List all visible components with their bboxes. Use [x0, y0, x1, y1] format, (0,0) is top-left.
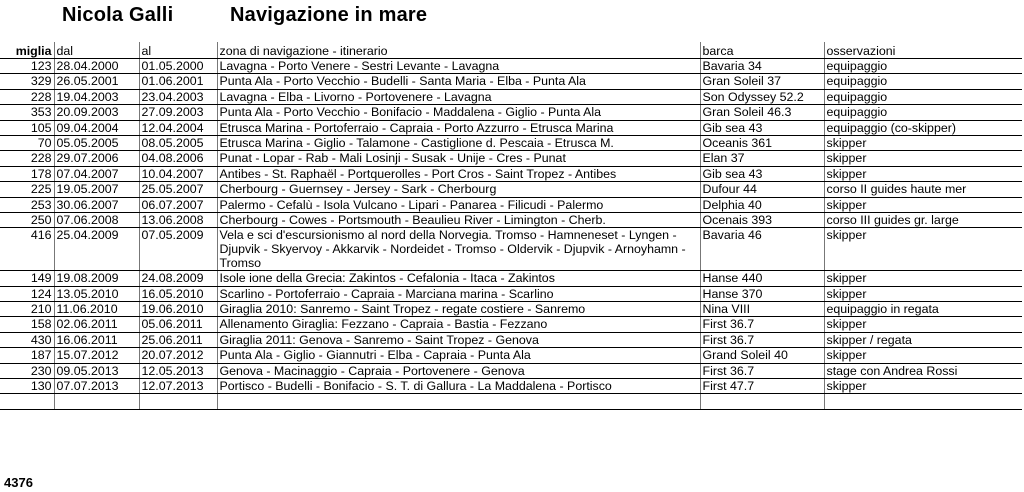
cell-notes: skipper — [824, 348, 1022, 363]
table-row — [0, 89, 1022, 104]
cell-from: 13.05.2010 — [54, 286, 139, 301]
cell-notes: corso II guides haute mer — [824, 182, 1022, 197]
cell-from: 20.09.2003 — [54, 105, 139, 120]
cell-notes: equipaggio in regata — [824, 302, 1022, 317]
cell-from: 30.06.2007 — [54, 197, 139, 212]
cell-route: Cherbourg - Guernsey - Jersey - Sark - Cherbourg — [217, 182, 700, 197]
cell-from: 05.05.2005 — [54, 135, 139, 150]
table-row — [0, 228, 1022, 271]
cell-to: 04.08.2006 — [139, 151, 217, 166]
cell-notes: skipper — [824, 135, 1022, 150]
cell-miles: 353 — [0, 105, 54, 120]
column-header-miles: miglia — [0, 42, 54, 59]
cell-route: Allenamento Giraglia: Fezzano - Capraia - Bastia - Fezzano — [217, 317, 700, 332]
cell-route: Lavagna - Elba - Livorno - Portovenere - Lavagna — [217, 89, 700, 104]
cell-to: 01.05.2000 — [139, 59, 217, 74]
cell-notes: skipper — [824, 197, 1022, 212]
cell-miles: 123 — [0, 59, 54, 74]
table-row — [0, 59, 1022, 74]
cell-notes: equipaggio — [824, 89, 1022, 104]
cell-route: Etrusca Marina - Giglio - Talamone - Castiglione d. Pescaia - Etrusca M. — [217, 135, 700, 150]
cell-miles: 130 — [0, 379, 54, 394]
author-name: Nicola Galli — [62, 4, 174, 26]
cell-route: Vela e sci d'escursionismo al nord della Norvegia. Tromso - Hamneneset - Lyngen - Djupvik - Skyervoy - Akkarvik - Nordeidet - Tromso - Oldervik - Djupvik - Arnoyhamn - Tromso — [217, 228, 700, 271]
table-row — [0, 212, 1022, 227]
table-row — [0, 317, 1022, 332]
column-header-from: dal — [54, 42, 139, 59]
cell-miles: 105 — [0, 120, 54, 135]
column-header-boat: barca — [700, 42, 824, 59]
cell-from: 26.05.2001 — [54, 74, 139, 89]
cell-miles: 329 — [0, 74, 54, 89]
empty-row — [0, 394, 1022, 409]
cell-boat: Bavaria 46 — [700, 228, 824, 271]
cell-notes: equipaggio — [824, 74, 1022, 89]
cell-miles: 178 — [0, 166, 54, 181]
cell-miles: 158 — [0, 317, 54, 332]
cell-route: Giraglia 2011: Genova - Sanremo - Saint Tropez - Genova — [217, 332, 700, 347]
cell-boat: Son Odyssey 52.2 — [700, 89, 824, 104]
cell-route: Lavagna - Porto Venere - Sestri Levante - Lavagna — [217, 59, 700, 74]
table-row — [0, 197, 1022, 212]
cell-to: 23.04.2003 — [139, 89, 217, 104]
cell-to: 10.04.2007 — [139, 166, 217, 181]
cell-to: 19.06.2010 — [139, 302, 217, 317]
column-header-route: zona di navigazione - itinerario — [217, 42, 700, 59]
cell-from: 07.07.2013 — [54, 379, 139, 394]
cell-route: Cherbourg - Cowes - Portsmouth - Beaulieu River - Limington - Cherb. — [217, 212, 700, 227]
cell-to: 25.06.2011 — [139, 332, 217, 347]
cell-boat: Oceanis 361 — [700, 135, 824, 150]
cell-boat: Delphia 40 — [700, 197, 824, 212]
cell-from: 19.04.2003 — [54, 89, 139, 104]
cell-from: 07.06.2008 — [54, 212, 139, 227]
cell-boat: Elan 37 — [700, 151, 824, 166]
cell-boat: First 36.7 — [700, 363, 824, 378]
cell-from: 09.04.2004 — [54, 120, 139, 135]
cell-from: 19.08.2009 — [54, 271, 139, 286]
cell-notes: corso III guides gr. large — [824, 212, 1022, 227]
cell-from: 02.06.2011 — [54, 317, 139, 332]
cell-route: Punat - Lopar - Rab - Mali Losinji - Susak - Unije - Cres - Punat — [217, 151, 700, 166]
cell-to: 01.06.2001 — [139, 74, 217, 89]
cell-to: 12.04.2004 — [139, 120, 217, 135]
cell-boat: Hanse 370 — [700, 286, 824, 301]
cell-miles: 250 — [0, 212, 54, 227]
table-row — [0, 74, 1022, 89]
column-header-to: al — [139, 42, 217, 59]
cell-from: 28.04.2000 — [54, 59, 139, 74]
cell-miles: 253 — [0, 197, 54, 212]
cell-boat: Nina VIII — [700, 302, 824, 317]
cell-from: 15.07.2012 — [54, 348, 139, 363]
cell-boat: Hanse 440 — [700, 271, 824, 286]
cell-to: 13.06.2008 — [139, 212, 217, 227]
cell-to: 12.05.2013 — [139, 363, 217, 378]
cell-notes: equipaggio — [824, 105, 1022, 120]
cell-boat: Gib sea 43 — [700, 166, 824, 181]
cell-route: Antibes - St. Raphaël - Portquerolles - Port Cros - Saint Tropez - Antibes — [217, 166, 700, 181]
page-title: Navigazione in mare — [230, 4, 428, 26]
cell-notes: skipper — [824, 271, 1022, 286]
cell-notes: skipper — [824, 228, 1022, 271]
cell-notes: skipper — [824, 317, 1022, 332]
table-row — [0, 332, 1022, 347]
cell-boat: Gran Soleil 37 — [700, 74, 824, 89]
cell-miles: 70 — [0, 135, 54, 150]
cell-miles: 228 — [0, 89, 54, 104]
cell-route: Etrusca Marina - Portoferraio - Capraia - Porto Azzurro - Etrusca Marina — [217, 120, 700, 135]
table-row — [0, 105, 1022, 120]
cell-miles: 416 — [0, 228, 54, 271]
cell-boat: Bavaria 34 — [700, 59, 824, 74]
cell-notes: skipper — [824, 286, 1022, 301]
table-row — [0, 379, 1022, 394]
cell-from: 07.04.2007 — [54, 166, 139, 181]
table-row — [0, 286, 1022, 301]
cell-route: Giraglia 2010: Sanremo - Saint Tropez - regate costiere - Sanremo — [217, 302, 700, 317]
cell-route: Portisco - Budelli - Bonifacio - S. T. di Gallura - La Maddalena - Portisco — [217, 379, 700, 394]
cell-miles: 124 — [0, 286, 54, 301]
cell-from: 19.05.2007 — [54, 182, 139, 197]
cell-notes: skipper — [824, 379, 1022, 394]
cell-boat: Gib sea 43 — [700, 120, 824, 135]
total-miles: 4376 — [4, 475, 33, 490]
cell-from: 11.06.2010 — [54, 302, 139, 317]
cell-from: 09.05.2013 — [54, 363, 139, 378]
cell-boat: Gran Soleil 46.3 — [700, 105, 824, 120]
cell-boat: First 47.7 — [700, 379, 824, 394]
cell-notes: equipaggio — [824, 59, 1022, 74]
sailing-log-table — [0, 42, 1022, 410]
cell-notes: skipper / regata — [824, 332, 1022, 347]
cell-from: 29.07.2006 — [54, 151, 139, 166]
table-row — [0, 348, 1022, 363]
cell-route: Scarlino - Portoferraio - Capraia - Marciana marina - Scarlino — [217, 286, 700, 301]
cell-miles: 149 — [0, 271, 54, 286]
cell-route: Punta Ala - Giglio - Giannutri - Elba - Capraia - Punta Ala — [217, 348, 700, 363]
cell-boat: First 36.7 — [700, 332, 824, 347]
cell-boat: Grand Soleil 40 — [700, 348, 824, 363]
cell-miles: 230 — [0, 363, 54, 378]
cell-to: 12.07.2013 — [139, 379, 217, 394]
cell-route: Genova - Macinaggio - Capraia - Portovenere - Genova — [217, 363, 700, 378]
table-row — [0, 271, 1022, 286]
table-row — [0, 151, 1022, 166]
table-row — [0, 363, 1022, 378]
table-row — [0, 135, 1022, 150]
table-row — [0, 302, 1022, 317]
cell-to: 16.05.2010 — [139, 286, 217, 301]
cell-miles: 228 — [0, 151, 54, 166]
header-row — [0, 42, 1022, 59]
cell-miles: 225 — [0, 182, 54, 197]
cell-miles: 187 — [0, 348, 54, 363]
cell-to: 08.05.2005 — [139, 135, 217, 150]
cell-from: 16.06.2011 — [54, 332, 139, 347]
cell-notes: skipper — [824, 166, 1022, 181]
cell-to: 25.05.2007 — [139, 182, 217, 197]
cell-to: 07.05.2009 — [139, 228, 217, 271]
cell-notes: equipaggio (co-skipper) — [824, 120, 1022, 135]
cell-notes: stage con Andrea Rossi — [824, 363, 1022, 378]
table-row — [0, 182, 1022, 197]
cell-notes: skipper — [824, 151, 1022, 166]
cell-route: Punta Ala - Porto Vecchio - Bonifacio - Maddalena - Giglio - Punta Ala — [217, 105, 700, 120]
cell-to: 20.07.2012 — [139, 348, 217, 363]
cell-to: 24.08.2009 — [139, 271, 217, 286]
cell-route: Punta Ala - Porto Vecchio - Budelli - Santa Maria - Elba - Punta Ala — [217, 74, 700, 89]
cell-miles: 430 — [0, 332, 54, 347]
cell-route: Palermo - Cefalù - Isola Vulcano - Lipari - Panarea - Filicudi - Palermo — [217, 197, 700, 212]
cell-to: 06.07.2007 — [139, 197, 217, 212]
cell-boat: Dufour 44 — [700, 182, 824, 197]
cell-to: 05.06.2011 — [139, 317, 217, 332]
cell-from: 25.04.2009 — [54, 228, 139, 271]
table-row — [0, 166, 1022, 181]
cell-route: Isole ione della Grecia: Zakintos - Cefalonia - Itaca - Zakintos — [217, 271, 700, 286]
table-row — [0, 120, 1022, 135]
cell-boat: First 36.7 — [700, 317, 824, 332]
cell-boat: Ocenais 393 — [700, 212, 824, 227]
cell-to: 27.09.2003 — [139, 105, 217, 120]
column-header-notes: osservazioni — [824, 42, 1022, 59]
cell-miles: 210 — [0, 302, 54, 317]
